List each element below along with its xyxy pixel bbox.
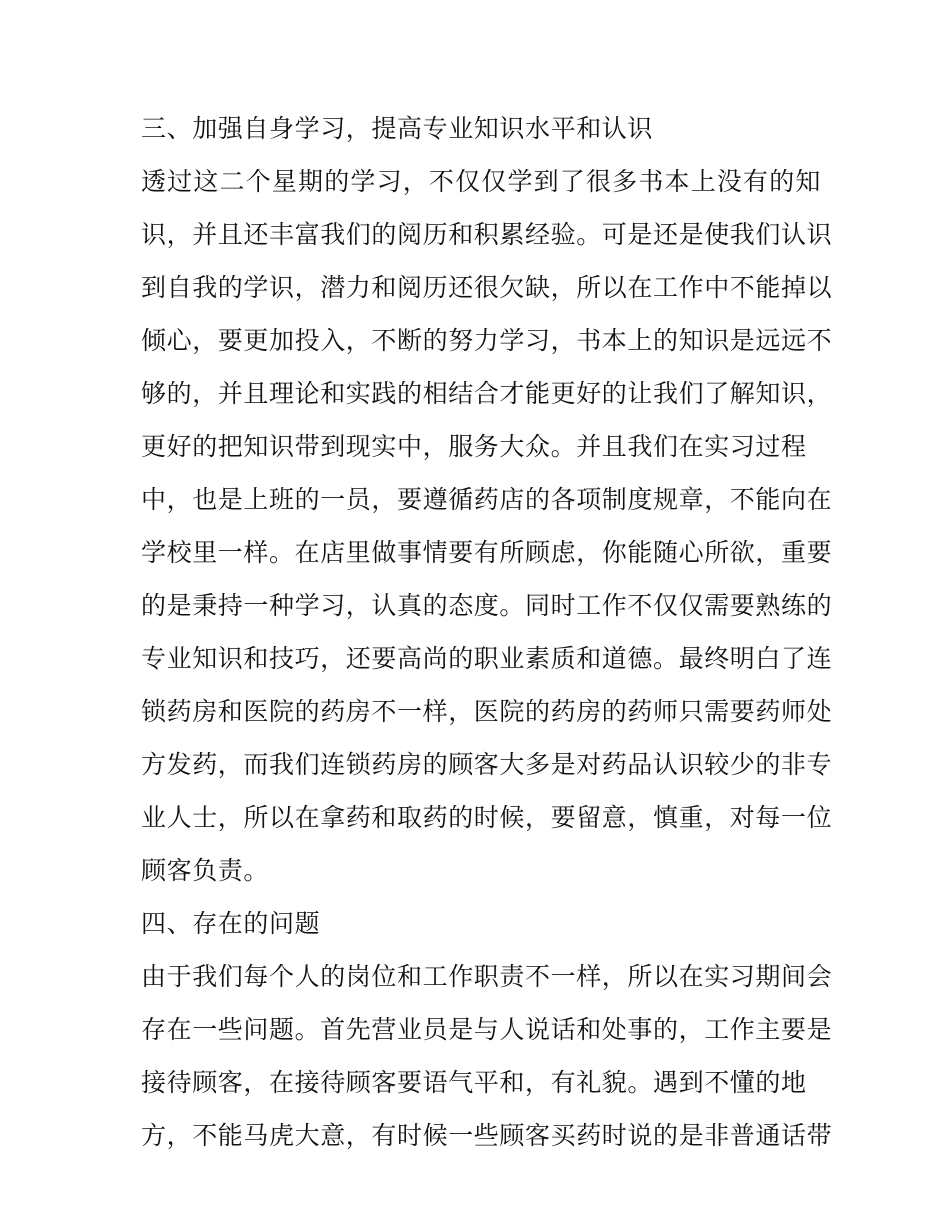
paragraph-line: 方发药，而我们连锁药房的顾客大多是对药品认识较少的非专 (141, 750, 833, 779)
paragraph-line: 存在一些问题。首先营业员是与人说话和处事的，工作主要是 (141, 1015, 833, 1044)
paragraph-line: 够的，并且理论和实践的相结合才能更好的让我们了解知识， (141, 379, 833, 408)
paragraph-line: 的是秉持一种学习，认真的态度。同时工作不仅仅需要熟练的 (141, 591, 833, 620)
paragraph-line: 识，并且还丰富我们的阅历和积累经验。可是还是使我们认识 (141, 220, 833, 249)
paragraph-line: 锁药房和医院的药房不一样，医院的药房的药师只需要药师处 (141, 697, 833, 726)
paragraph-line: 专业知识和技巧，还要高尚的职业素质和道德。最终明白了连 (141, 644, 833, 673)
paragraph-line: 到自我的学识，潜力和阅历还很欠缺，所以在工作中不能掉以 (141, 273, 833, 302)
section-heading-4: 四、存在的问题 (141, 909, 321, 938)
paragraph-line: 业人士，所以在拿药和取药的时候，要留意，慎重，对每一位 (141, 803, 833, 832)
paragraph-line: 由于我们每个人的岗位和工作职责不一样，所以在实习期间会 (141, 962, 833, 991)
paragraph-line: 透过这二个星期的学习，不仅仅学到了很多书本上没有的知 (141, 167, 821, 196)
paragraph-line: 中，也是上班的一员，要遵循药店的各项制度规章，不能向在 (141, 485, 833, 514)
paragraph-line: 顾客负责。 (141, 856, 270, 885)
paragraph-line: 倾心，要更加投入，不断的努力学习，书本上的知识是远远不 (141, 326, 833, 355)
paragraph-line: 方，不能马虎大意，有时候一些顾客买药时说的是非普通话带 (141, 1121, 833, 1150)
paragraph-line: 更好的把知识带到现实中，服务大众。并且我们在实习过程 (141, 432, 807, 461)
paragraph-line: 学校里一样。在店里做事情要有所顾虑，你能随心所欲，重要 (141, 538, 833, 567)
paragraph-line: 接待顾客，在接待顾客要语气平和，有礼貌。遇到不懂的地 (141, 1068, 807, 1097)
section-heading-3: 三、加强自身学习，提高专业知识水平和认识 (141, 114, 654, 143)
